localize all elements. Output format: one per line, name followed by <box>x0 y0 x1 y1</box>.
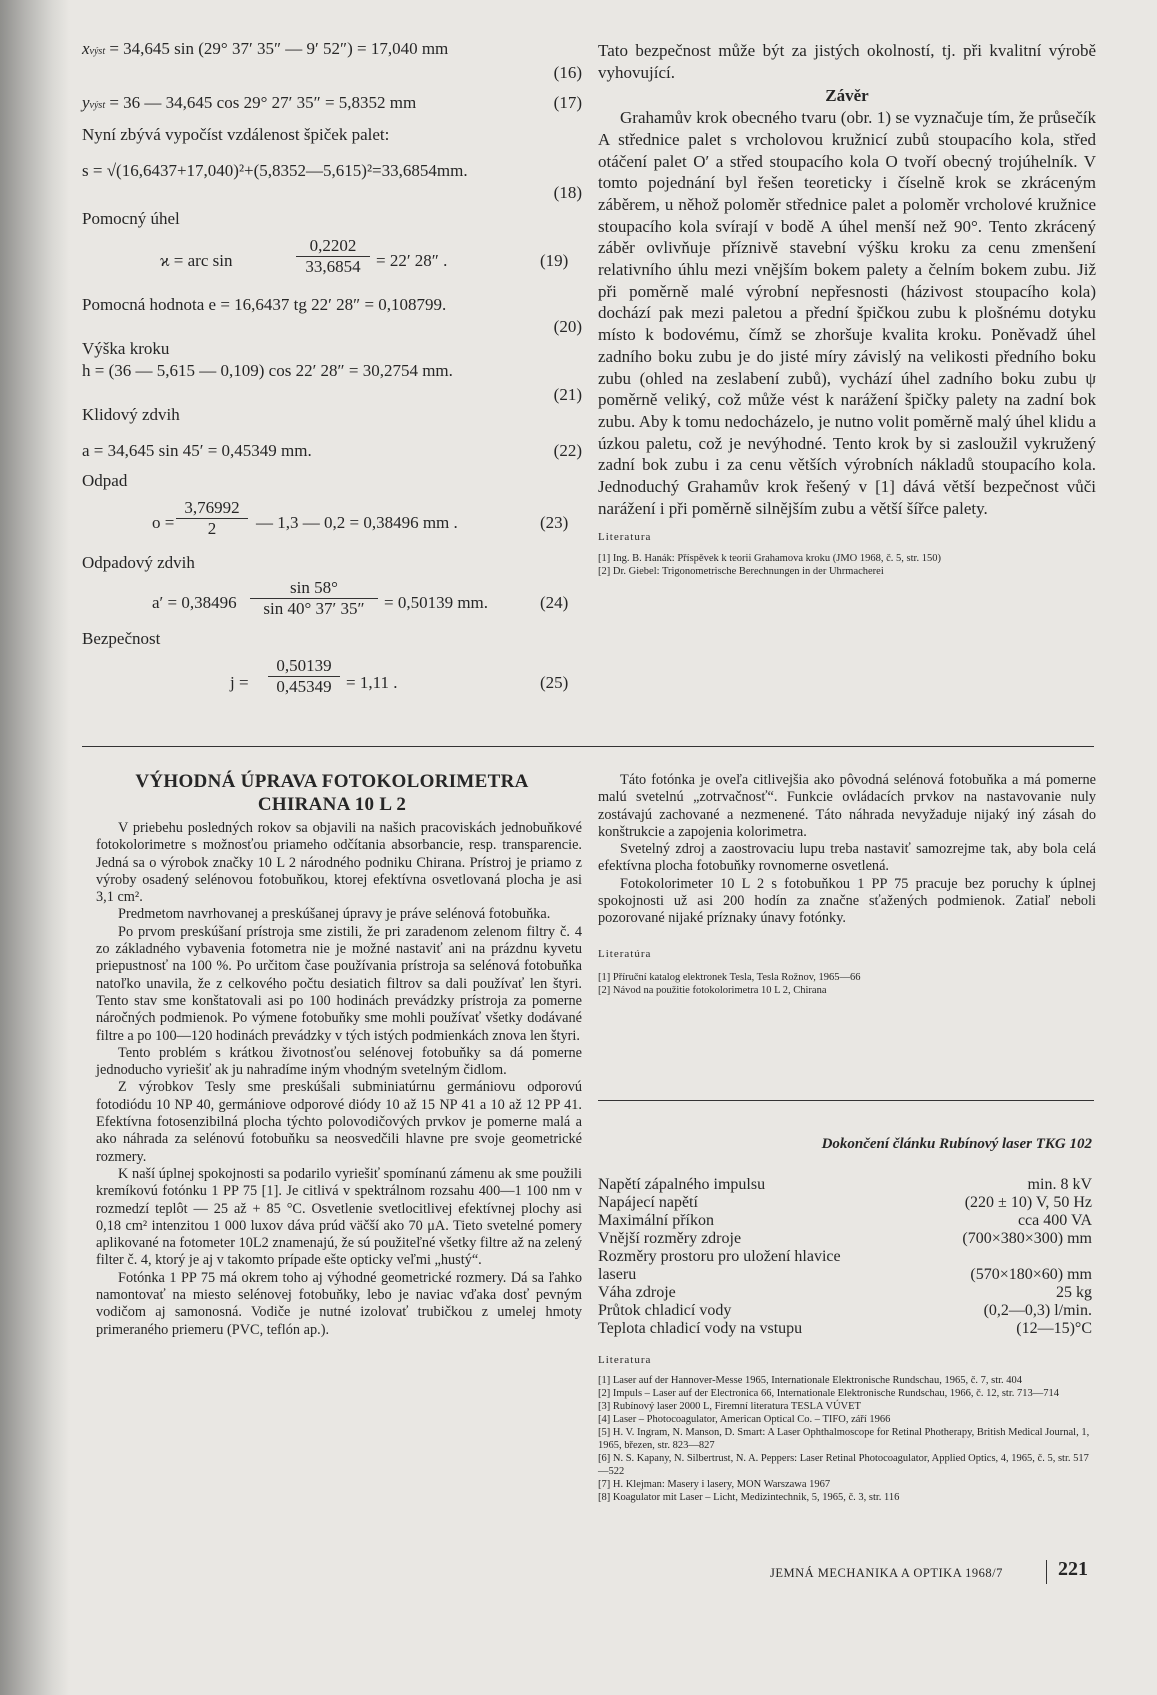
spec-value: (700×380×300) mm <box>962 1230 1092 1247</box>
laser-spec-table <box>598 1176 1092 1338</box>
eq25-left: j = <box>230 673 249 692</box>
literature-heading-2: Literatúra <box>598 947 652 960</box>
eq16-body: = 34,645 sin (29° 37′ 35″ — 9′ 52″) = 17,040 mm <box>105 39 449 58</box>
label-odpad: Odpad <box>82 471 128 490</box>
article-title-line-2: CHIRANA 10 L 2 <box>257 794 407 815</box>
laser-literature-item: [6] N. S. Kapany, N. Silbertrust, N. A. Peppers: Laser Retinal Photocoagulator, Applied Optics, 4, 1965, č. 5, str. 517—522 <box>598 1453 1089 1477</box>
spec-value <box>920 1248 1092 1266</box>
spec-row <box>598 1212 1092 1230</box>
eq24-denominator: sin 40° 37′ 35″ <box>263 599 365 618</box>
equation-22 <box>82 440 582 462</box>
laser-divider <box>598 1100 1094 1101</box>
eq23-fraction <box>176 498 248 539</box>
text-nyni: Nyní zbývá vypočíst vzdálenost špiček palet: <box>82 125 390 144</box>
article-paragraph: Z výrobkov Tesly sme preskúšali subminiatúrnu germániovu odporovú fotodiódu 10 NP 40, germániove odporové diódy 10 až 15 NP 41 a 10 až 12 PP 41. Efektívna fotosenzibilná plocha týchto polovodičových prvkov je pomerne malá a ako náhrada za selénovú fotobuňku sa neosvedčili hlavne pre svoje geometrické rozmery. <box>96 1079 582 1165</box>
eq25-numerator: 0,50139 <box>268 656 340 677</box>
spec-value: 25 kg <box>1056 1284 1092 1301</box>
spec-label: laseru <box>598 1266 637 1283</box>
eq25-right: = 1,11 . <box>346 673 398 692</box>
literature-heading-1: Literatura <box>598 531 652 544</box>
laser-literature-item: [2] Impuls – Laser auf der Electronica 66, Internationale Elektronische Rundschau, 1966, č. 12, str. 713—714 <box>598 1388 1059 1399</box>
spec-row <box>598 1194 1092 1212</box>
spec-value: (570×180×60) mm <box>970 1266 1092 1283</box>
spec-label: Napájecí napětí <box>598 1194 698 1211</box>
eq17-number: (17) <box>553 93 582 112</box>
eq23-left: o = <box>152 513 175 532</box>
label-klidovy-zdvih: Klidový zdvih <box>82 405 180 424</box>
eq19-numerator: 0,2202 <box>296 236 370 257</box>
article-paragraph: K naší úplnej spokojnosti sa podarilo vyriešiť spomínanú zámenu ak sme použili kremíkovú fotónku 1 PP 75 [1]. Je citlivá v spektrálnom rozsahu 400—1 100 nm v rozmedzí teplôt — 25 až + 85 °C. Osvetlenie svetlocitlivej efektívnej plochy asi 0,18 cm² intenzitou 1 000 luxov dáva prúd väčší ako 70 μA. Tieto svetelné pomery aplikované na fotometer 10L2 znamenajú, že sú použiteľné všetky filtre až na zelený filter č. 4, ktorý je aj v takomto prípade ešte opticky veľmi „hustý“. <box>96 1165 582 1269</box>
eq24-left: a′ = 0,38496 <box>152 593 237 612</box>
eq24-numerator: sin 58° <box>250 578 378 599</box>
spec-label: Rozměry prostoru pro uložení hlavice <box>598 1248 841 1265</box>
eq18-body: s = √(16,6437+17,040)²+(5,8352—5,615)²=33,6854mm. <box>82 161 468 180</box>
eq23-right: — 1,3 — 0,2 = 0,38496 mm . <box>256 513 458 532</box>
label-pomocny-uhel: Pomocný úhel <box>82 209 180 228</box>
equation-18 <box>82 160 582 182</box>
eq19-number: (19) <box>540 251 569 270</box>
eq16-sub: výst <box>89 46 106 57</box>
eq22-number: (22) <box>553 441 582 460</box>
eq16-var: x <box>82 39 90 58</box>
eq23-numerator: 3,76992 <box>176 498 248 519</box>
equation-21: h = (36 — 5,615 — 0,109) cos 22′ 28″ = 30,2754 mm. <box>82 361 453 380</box>
eq22-body: a = 34,645 sin 45′ = 0,45349 mm. <box>82 441 312 460</box>
spec-label: Napětí zápalného impulsu <box>598 1176 766 1193</box>
conclusion-column <box>598 40 1096 578</box>
laser-literature-item: [8] Koagulator mit Laser – Licht, Medizintechnik, 5, 1965, č. 3, str. 116 <box>598 1492 900 1503</box>
eq24-number: (24) <box>540 593 569 612</box>
eq20-number: (20) <box>553 317 582 336</box>
eq16-number: (16) <box>553 63 582 82</box>
article-title-line-1: VÝHODNÁ ÚPRAVA FOTOKOLORIMETRA <box>135 771 529 792</box>
label-vyska-kroku: Výška kroku <box>82 339 170 358</box>
literature-item-1-1: [1] Ing. B. Hanák: Příspěvek k teorii Grahamova kroku (JMO 1968, č. 5, str. 150) <box>598 553 941 565</box>
eq18-number: (18) <box>553 183 582 202</box>
spec-row <box>598 1248 1092 1266</box>
eq23-number: (23) <box>540 513 569 532</box>
article-title <box>82 770 582 816</box>
literature-item-1-2: [2] Dr. Giebel: Trigonometrische Berechnungen in der Uhrmacherei <box>598 566 884 578</box>
spec-row <box>598 1266 1092 1284</box>
laser-literature-item: [3] Rubínový laser 2000 L, Firemní literatura TESLA VÚVET <box>598 1401 861 1412</box>
spec-row <box>598 1230 1092 1248</box>
continuation-paragraph: Svetelný zdroj a zaostrovaciu lupu treba nastaviť samozrejme tak, aby bola celá efektívna plocha fotobuňky rovnomerne osvetlená. <box>598 841 1096 875</box>
literature-item-2-1: [1] Příruční katalog elektronek Tesla, Tesla Rožnov, 1965—66 <box>598 971 861 983</box>
equation-17 <box>82 92 582 117</box>
eq25-fraction <box>268 656 340 697</box>
label-odpadovy-zdvih: Odpadový zdvih <box>82 553 195 572</box>
spec-row <box>598 1320 1092 1338</box>
footer-separator <box>1046 1560 1047 1584</box>
section-divider <box>82 746 1094 747</box>
spec-label: Teplota chladicí vody na vstupu <box>598 1320 803 1337</box>
literature-heading-3: Literatura <box>598 1354 652 1366</box>
laser-literature-item: [7] H. Klejman: Masery i lasery, MON Warszawa 1967 <box>598 1479 831 1490</box>
laser-literature-item: [4] Laser – Photocoagulator, American Optical Co. – TIFO, září 1966 <box>598 1414 891 1425</box>
continuation-paragraph: Táto fotónka je oveľa citlivejšia ako pôvodná selénová fotobuňka a má pomerne malú svetelnú „zotrvačnosť“. Funkcie ovládacích prvkov na nastavovanie nuly zostávajú zachované a nezmenené. Táto náhrada nevyžaduje nijaký iný zásah do konštrukcie a zapojenia kolorimetra. <box>598 772 1096 840</box>
eq17-sub: výst <box>89 100 106 111</box>
laser-literature-item: [1] Laser auf der Hannover-Messe 1965, Internationale Elektronische Rundschau, 1965, č. 7, str. 404 <box>598 1375 1023 1386</box>
article-paragraph: Tento problém s krátkou životnosťou selénovej fotobuňky sa dá pomerne jednoducho vyriešiť ak ju nahradíme iným vhodným svetelným čidlom. <box>96 1044 582 1079</box>
conclusion-intro: Tato bezpečnost může být za jistých okolností, tj. při kvalitní výrobě vyhovující. <box>598 41 1096 82</box>
spec-value: (12—15)°C <box>1016 1320 1092 1337</box>
spec-row <box>598 1176 1092 1194</box>
spec-label: Průtok chladicí vody <box>598 1302 732 1319</box>
spec-value: (0,2—0,3) l/min. <box>983 1302 1092 1319</box>
eq24-right: = 0,50139 mm. <box>384 593 489 612</box>
spec-value: min. 8 kV <box>1027 1176 1092 1193</box>
spec-row <box>598 1284 1092 1302</box>
article-paragraph: Predmetom navrhovanej a preskúšanej úpravy je práve selénová fotobuňka. <box>118 906 551 923</box>
eq24-fraction <box>250 578 378 619</box>
laser-literature-item: [5] H. V. Ingram, N. Manson, D. Smart: A Laser Ophthalmoscope for Retinal Photherapy, British Medical Journal, 1, 1965, březen, str. 823—827 <box>598 1427 1090 1451</box>
spec-value: cca 400 VA <box>1017 1212 1092 1229</box>
conclusion-heading: Závěr <box>825 86 869 106</box>
eq23-denominator: 2 <box>207 519 217 538</box>
eq19-right: = 22′ 28″ . <box>376 251 448 270</box>
eq17-body: = 36 — 34,645 cos 29° 27′ 35″ = 5,8352 mm <box>105 93 417 112</box>
spec-label: Vnější rozměry zdroje <box>598 1230 742 1247</box>
laser-heading: Dokončení článku Rubínový laser TKG 102 <box>821 1136 1092 1152</box>
spec-row <box>598 1302 1092 1320</box>
journal-footer: JEMNÁ MECHANIKA A OPTIKA 1968/7 <box>770 1566 1003 1580</box>
literature-item-2-2: [2] Návod na použitie fotokolorimetra 10 L 2, Chirana <box>598 984 827 996</box>
eq19-fraction <box>296 236 370 277</box>
spec-label: Maximální příkon <box>598 1212 714 1229</box>
equation-20: Pomocná hodnota e = 16,6437 tg 22′ 28″ = 0,108799. <box>82 295 447 314</box>
conclusion-body: Grahamův krok obecného tvaru (obr. 1) se vyznačuje tím, že průsečík A střednice palet s vrcholovou kružnicí zubů stoupacího kola, střed otáčení palet O′ a střed stoupacího kola O tvoří obecný trojúhelník. V tomto pojednání byl řešen teoreticky i číselně krok se zkráceným záběrem, u něhož poloměr střednice palet a poloměr vrcholové kružnice stoupacího kola svírají v bodě A úhel menší než 90°. Tento zkrácený záběr ovlivňuje příznivě stavební výšku kroku za cenu zmenšení relativního úhlu mezi vnějším bokem palety a čelním bokem zubu. Již při poměrně malé výrobní nepřesnosti (házivost stoupacího kola) dochází pak mezi paletou a přední špičkou zubu k plošnému dotyku místo k bodovému, čímž se zhoršuje kvalita kroku. Poněvadž úhel zadního boku zubu je do jisté míry závislý na velikosti předního boku zubu (ohled na zeslabení zubů), vychází úhel zadního boku zubu ψ poměrně veliký, což může vést k narážení špičky palety na zadní bok zubu. Aby k tomu nedocházelo, je nutno volit poměrně malý úhel klidu a úzkou paletu, což je nevýhodné. Tento krok by si zasloužil vykružený zadní bok zubu i za cenu větších výrobních nákladů stoupacího kola. Jednoduchý Grahamův krok řešený v [1] dává větší bezpečnost vůči narážení i při poměrně silnějším zubu a větší šířce palety. <box>598 108 1096 518</box>
page-number: 221 <box>1058 1558 1088 1580</box>
article-paragraph: Fotónka 1 PP 75 má okrem toho aj výhodné geometrické rozmery. Dá sa ľahko namontovať na miesto selénovej fotobuňky, lebo je naviac vďaka dosť pevným vodičom aj samonosná. Vodiče je nutné izolovať trubičkou z umelej hmoty primeraného priemeru (PVC, teflón ap.). <box>96 1269 582 1338</box>
eq17-var: y <box>82 93 90 112</box>
article-continuation <box>598 772 1096 997</box>
article-paragraph: Po prvom preskúšaní prístroja sme zistili, že pri zaradenom zelenom filtry č. 4 zo základného vybavenia fotometra nie je možné nastaviť ani na prázdnu kyvetu priepustnosť na 100 %. Po určitom čase používania prístroja sa selénová fotobuňka natoľko unavila, že z celkového počtu desiatich filtrov sa dali používať len štyri. Tento stav sme konštatovali asi po 100 hodinách prevádzky prístroja za pomerne náročných podmienok. Po výmene fotobuňky sme mohli používať všetky dodávané filtre a po 100—120 hodinách prevádzky v tých istých podmienkách znova len štyri. <box>96 923 582 1044</box>
continuation-paragraph: Fotokolorimeter 10 L 2 s fotobuňkou 1 PP 75 pracuje bez poruchy k úplnej spokojnosti už asi 200 hodín za značne sťažených podmienok. Zatiaľ neboli pozorované nijaké príznaky únavy fotónky. <box>598 875 1096 927</box>
eq19-left: ϰ = arc sin <box>160 251 233 270</box>
spec-value: (220 ± 10) V, 50 Hz <box>964 1194 1092 1211</box>
eq25-number: (25) <box>540 673 569 692</box>
laser-literature-list <box>598 1374 1094 1504</box>
label-bezpecnost: Bezpečnost <box>82 629 161 648</box>
equation-16 <box>82 38 582 63</box>
eq19-denominator: 33,6854 <box>305 257 361 276</box>
eq25-denominator: 0,45349 <box>276 677 332 696</box>
eq21-number: (21) <box>553 385 582 404</box>
spec-label: Váha zdroje <box>598 1284 676 1301</box>
article-paragraph: V priebehu posledných rokov sa objavili na našich pracoviskách jednobuňkové fotokolorimetre s možnosťou priameho odčítania absorbancie, resp. transparencie. Jedná sa o výrobok značky 10 L 2 národného podniku Chirana. Prístroj je priamo z výroby osadený selénovou fotobuňkou, ktorej efektívna osvetlovaná plocha je asi 3,1 cm². <box>96 820 582 906</box>
article-body <box>96 820 582 1339</box>
